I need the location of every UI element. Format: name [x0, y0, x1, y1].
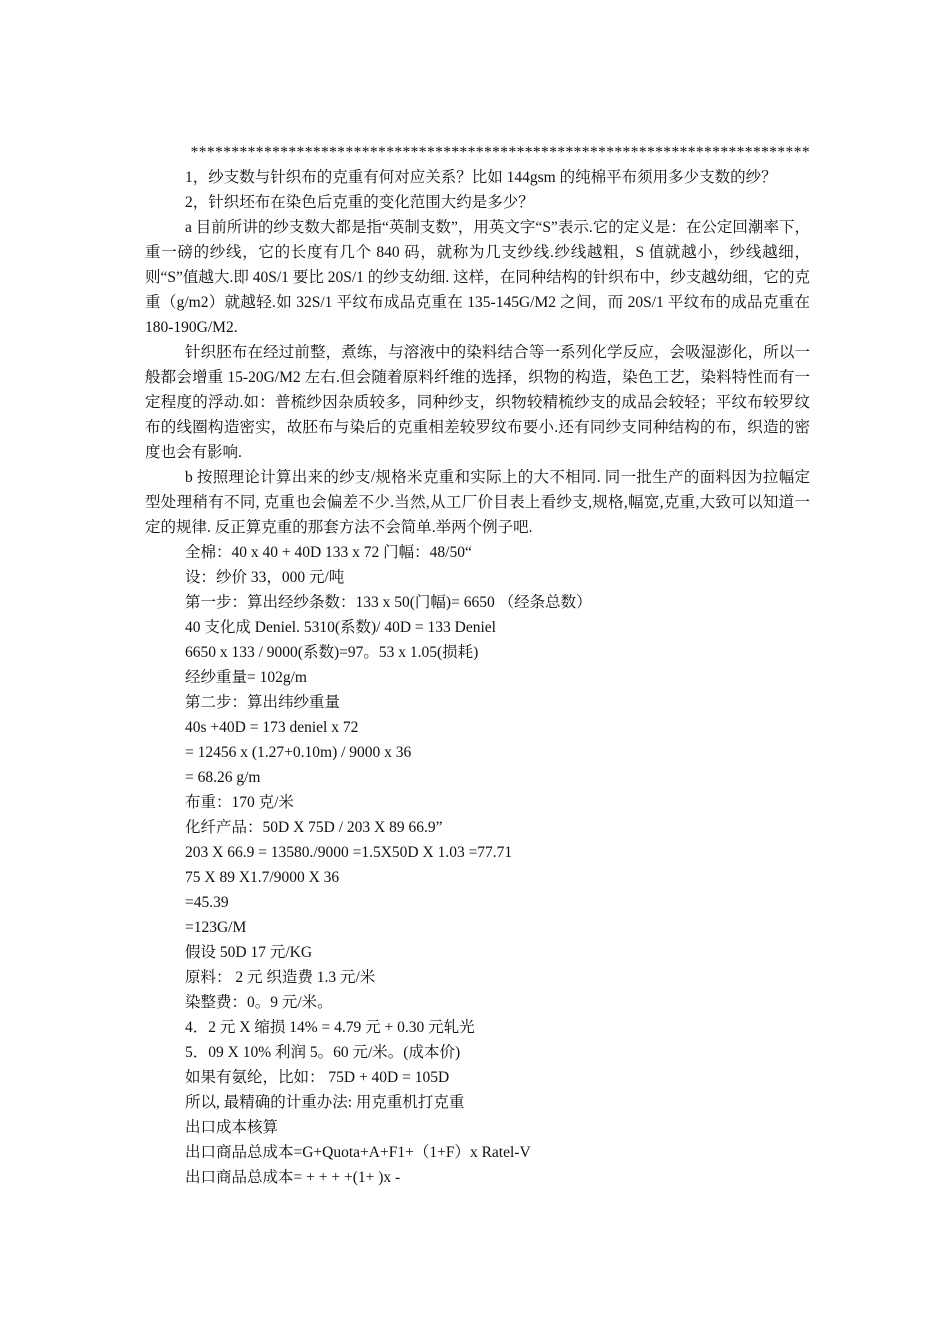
- calc-line: 化纤产品：50D X 75D / 203 X 89 66.9”: [185, 819, 443, 836]
- calc-line: 6650 x 133 / 9000(系数)=97。53 x 1.05(损耗): [185, 644, 479, 661]
- calc-line: 全棉：40 x 40 + 40D 133 x 72 门幅：48/50“: [185, 544, 472, 561]
- calc-line: =123G/M: [185, 919, 247, 936]
- calc-line: =45.39: [185, 894, 229, 911]
- calc-line: 40s +40D = 173 deniel x 72: [185, 719, 359, 736]
- calc-line: 203 X 66.9 = 13580./9000 =1.5X50D X 1.03 =77.71: [185, 844, 513, 861]
- question-2: 2，针织坯布在染色后克重的变化范围大约是多少？: [185, 194, 534, 211]
- calc-line: 5．09 X 10% 利润 5。60 元/米。(成本价): [185, 1044, 461, 1061]
- separator-line: ****************************************************************************: [190, 144, 810, 161]
- calc-line: 设：纱价 33，000 元/吨: [185, 569, 345, 586]
- calc-line: = 12456 x (1.27+0.10m) / 9000 x 36: [185, 744, 412, 761]
- calc-line: 第二步：算出纬纱重量: [185, 694, 341, 711]
- calc-line: 经纱重量= 102g/m: [185, 669, 307, 686]
- calc-line: 原料： 2 元 织造费 1.3 元/米: [185, 969, 376, 986]
- calc-line: 75 X 89 X1.7/9000 X 36: [185, 869, 340, 886]
- answer-b: b 按照理论计算出来的纱支/规格米克重和实际上的大不相同. 同一批生产的面料因为拉幅定型处理稍有不同, 克重也会偏差不少.当然,从工厂价目表上看纱支,规格,幅宽,克重,大致可以知道一定的规律. 反正算克重的那套方法不会简单.举两个例子吧.: [145, 469, 810, 536]
- document-page: [145, 140, 810, 1190]
- question-1: 1，纱支数与针织布的克重有何对应关系？比如 144gsm 的纯棉平布须用多少支数的纱？: [185, 169, 777, 186]
- calc-line: 出口商品总成本= + + + +(1+ )x -: [185, 1169, 401, 1186]
- calc-line: 出口商品总成本=G+Quota+A+F1+（1+F）x Ratel-V: [185, 1144, 531, 1161]
- calc-line: 所以, 最精确的计重办法: 用克重机打克重: [185, 1094, 465, 1111]
- calculation-block: [145, 540, 810, 1190]
- calc-line: 出口成本核算: [185, 1119, 279, 1136]
- calc-line: 染整费：0。9 元/米。: [185, 994, 333, 1011]
- calc-line: 4．2 元 X 缩损 14% = 4.79 元 + 0.30 元轧光: [185, 1019, 475, 1036]
- calc-line: 如果有氨纶，比如： 75D + 40D = 105D: [185, 1069, 450, 1086]
- calc-line: 第一步：算出经纱条数：133 x 50(门幅)= 6650 （经条总数）: [185, 594, 592, 611]
- calc-line: 40 支化成 Deniel. 5310(系数)/ 40D = 133 Deniel: [185, 619, 496, 636]
- answer-a-continued: 针织胚布在经过前整，煮练，与溶液中的染料结合等一系列化学反应，会吸湿澎化，所以一般都会增重 15-20G/M2 左右.但会随着原料纤维的选择，织物的构造，染色工艺，染料特性而有一定程度的浮动.如：普梳纱因杂质较多，同种纱支，织物较精梳纱支的成品会较轻；平纹布较罗纹布的线圈构造密实，故胚布与染后的克重相差较罗纹布要小.还有同纱支同种结构的布，织造的密度也会有影响.: [145, 344, 810, 461]
- calc-line: 假设 50D 17 元/KG: [185, 944, 313, 961]
- answer-a: a 目前所讲的纱支数大都是指“英制支数”，用英文字“S”表示.它的定义是：在公定回潮率下，重一磅的纱线，它的长度有几个 840 码，就称为几支纱线.纱线越粗，S 值就越小，纱线越细，则“S”值越大.即 40S/1 要比 20S/1 的纱支幼细. 这样，在同种结构的针织布中，纱支越幼细，它的克重（g/m2）就越轻.如 32S/1 平纹布成品克重在 135-145G/M2 之间，而 20S/1 平纹布的成品克重在 180-190G/M2.: [145, 219, 810, 336]
- calc-line: 布重：170 克/米: [185, 794, 294, 811]
- calc-line: = 68.26 g/m: [185, 769, 261, 786]
